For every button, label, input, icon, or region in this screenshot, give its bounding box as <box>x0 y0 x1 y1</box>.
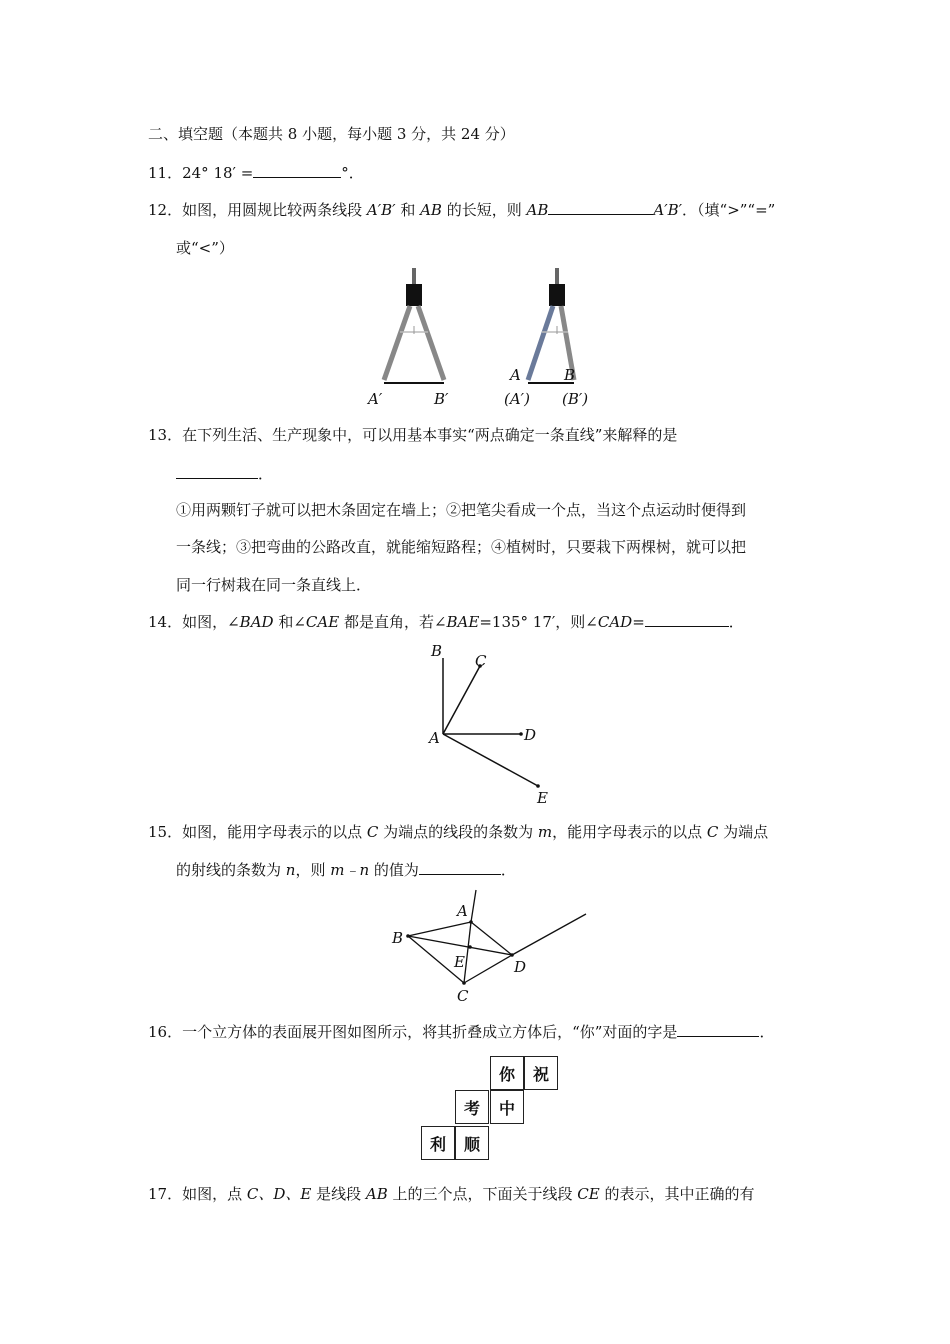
cube-face-ni: 你 <box>490 1056 524 1090</box>
cube-face-kao: 考 <box>455 1090 489 1124</box>
label-D: D <box>524 726 537 744</box>
question-11 <box>148 163 364 183</box>
answer-blank[interactable] <box>176 464 258 479</box>
q13-end: ． <box>258 465 274 483</box>
label-a-paren: (A′) <box>504 390 530 408</box>
label-b-prime: B′ <box>434 390 449 408</box>
cube-face-li: 利 <box>421 1126 455 1160</box>
label-E: E <box>454 953 465 971</box>
question-12-line1 <box>148 200 775 220</box>
answer-blank[interactable] <box>253 163 341 178</box>
q13-text: 在下列生活、生产现象中，可以用基本事实“两点确定一条直线”来解释的是 <box>182 426 678 444</box>
label-b-paren: (B′) <box>562 390 589 408</box>
q15-text: 为端点 <box>718 823 769 841</box>
q14-text: 都是直角，若∠ <box>339 613 447 631</box>
point-labels: C、D、E <box>246 1185 312 1203</box>
label-D: D <box>514 958 527 976</box>
segment-label: AB <box>365 1185 388 1203</box>
label-E: E <box>537 789 548 807</box>
question-number: 11． <box>148 164 183 182</box>
question-12-line2: 或“<”） <box>176 239 234 257</box>
q13-option-line3: 同一行树栽在同一条直线上． <box>176 576 372 594</box>
angle-figure <box>420 640 560 810</box>
angle-label: BAE <box>446 613 480 631</box>
question-number: 13． <box>148 426 183 444</box>
q12-text: ．（填“>”“=” <box>682 201 776 219</box>
angle-label: CAE <box>305 613 340 631</box>
answer-blank[interactable] <box>419 860 501 875</box>
q16-end: ． <box>759 1023 775 1041</box>
question-number: 16． <box>148 1023 183 1041</box>
label-B: B <box>431 642 443 660</box>
compass-left <box>384 268 444 383</box>
question-number: 17． <box>148 1185 183 1203</box>
q16-text: 一个立方体的表面展开图如图所示，将其折叠成立方体后，“你”对面的字是 <box>182 1023 678 1041</box>
q12-text: 的长短，则 <box>441 201 527 219</box>
point-label: C <box>706 823 719 841</box>
q14-text: =135° 17′，则∠ <box>479 613 598 631</box>
angle-label: CAD <box>597 613 633 631</box>
cube-face-shun: 顺 <box>455 1126 489 1160</box>
q14-text: 如图，∠ <box>182 613 240 631</box>
question-14 <box>148 612 744 632</box>
q12-text: 和 <box>395 201 421 219</box>
q15-text: ，则 <box>295 861 331 879</box>
question-13-line1 <box>148 425 677 445</box>
label-B: B <box>392 929 404 947</box>
angle-expression: 24° 18′ = <box>182 164 254 182</box>
label-a: A <box>510 366 521 384</box>
q14-text: 和∠ <box>273 613 306 631</box>
section-heading: 二、填空题（本题共 8 小题，每小题 3 分，共 24 分） <box>148 125 515 143</box>
q17-text: 上的三个点，下面关于线段 <box>387 1185 578 1203</box>
question-number: 15． <box>148 823 183 841</box>
question-13-line2 <box>176 464 273 484</box>
q15-end: ． <box>500 861 516 879</box>
q13-option-line1: ①用两颗钉子就可以把木条固定在墙上；②把笔尖看成一个点，当这个点运动时便得到 <box>176 501 747 519</box>
q14-end: ． <box>728 613 744 631</box>
q14-text: = <box>632 613 645 631</box>
label-b: B <box>564 366 576 384</box>
expression: m﹣n <box>330 861 370 879</box>
label-C: C <box>475 652 487 670</box>
question-number: 14． <box>148 613 183 631</box>
answer-blank[interactable] <box>645 612 729 627</box>
q17-text: 的表示，其中正确的有 <box>599 1185 755 1203</box>
segment-label: AB <box>420 201 442 219</box>
q12-text: 如图，用圆规比较两条线段 <box>182 201 367 219</box>
label-A: A <box>429 729 440 747</box>
question-number: 12． <box>148 201 183 219</box>
question-15-line1 <box>148 822 768 842</box>
variable-m: m <box>537 823 553 841</box>
degree-unit: °． <box>341 164 364 182</box>
label-C: C <box>457 987 469 1005</box>
segment-label: AB <box>526 201 549 219</box>
segment-ray-figure <box>388 888 598 1008</box>
compass-figure <box>360 262 620 412</box>
q15-text: 为端点的线段的条数为 <box>378 823 538 841</box>
segment-label: A′B′ <box>366 201 396 219</box>
q15-text: ，能用字母表示的以点 <box>552 823 707 841</box>
angle-label: BAD <box>239 613 274 631</box>
point-label: C <box>366 823 379 841</box>
answer-blank[interactable] <box>677 1022 759 1037</box>
q15-text: 的射线的条数为 <box>176 861 286 879</box>
question-17 <box>148 1184 755 1204</box>
variable-n: n <box>285 861 296 879</box>
cube-face-zhong: 中 <box>490 1090 524 1124</box>
question-15-line2 <box>176 860 516 880</box>
label-a-prime: A′ <box>368 390 383 408</box>
segment-label: A′B′ <box>653 201 683 219</box>
q17-text: 如图，点 <box>182 1185 247 1203</box>
cube-face-zhu: 祝 <box>524 1056 558 1090</box>
segment-label: CE <box>577 1185 600 1203</box>
label-A: A <box>457 902 468 920</box>
q13-option-line2: 一条线；③把弯曲的公路改直，就能缩短路程；④植树时，只要栽下两棵树，就可以把 <box>176 538 747 556</box>
q15-text: 的值为 <box>369 861 419 879</box>
question-16 <box>148 1022 774 1042</box>
q17-text: 是线段 <box>311 1185 366 1203</box>
q15-text: 如图，能用字母表示的以点 <box>182 823 367 841</box>
answer-blank[interactable] <box>548 200 653 215</box>
